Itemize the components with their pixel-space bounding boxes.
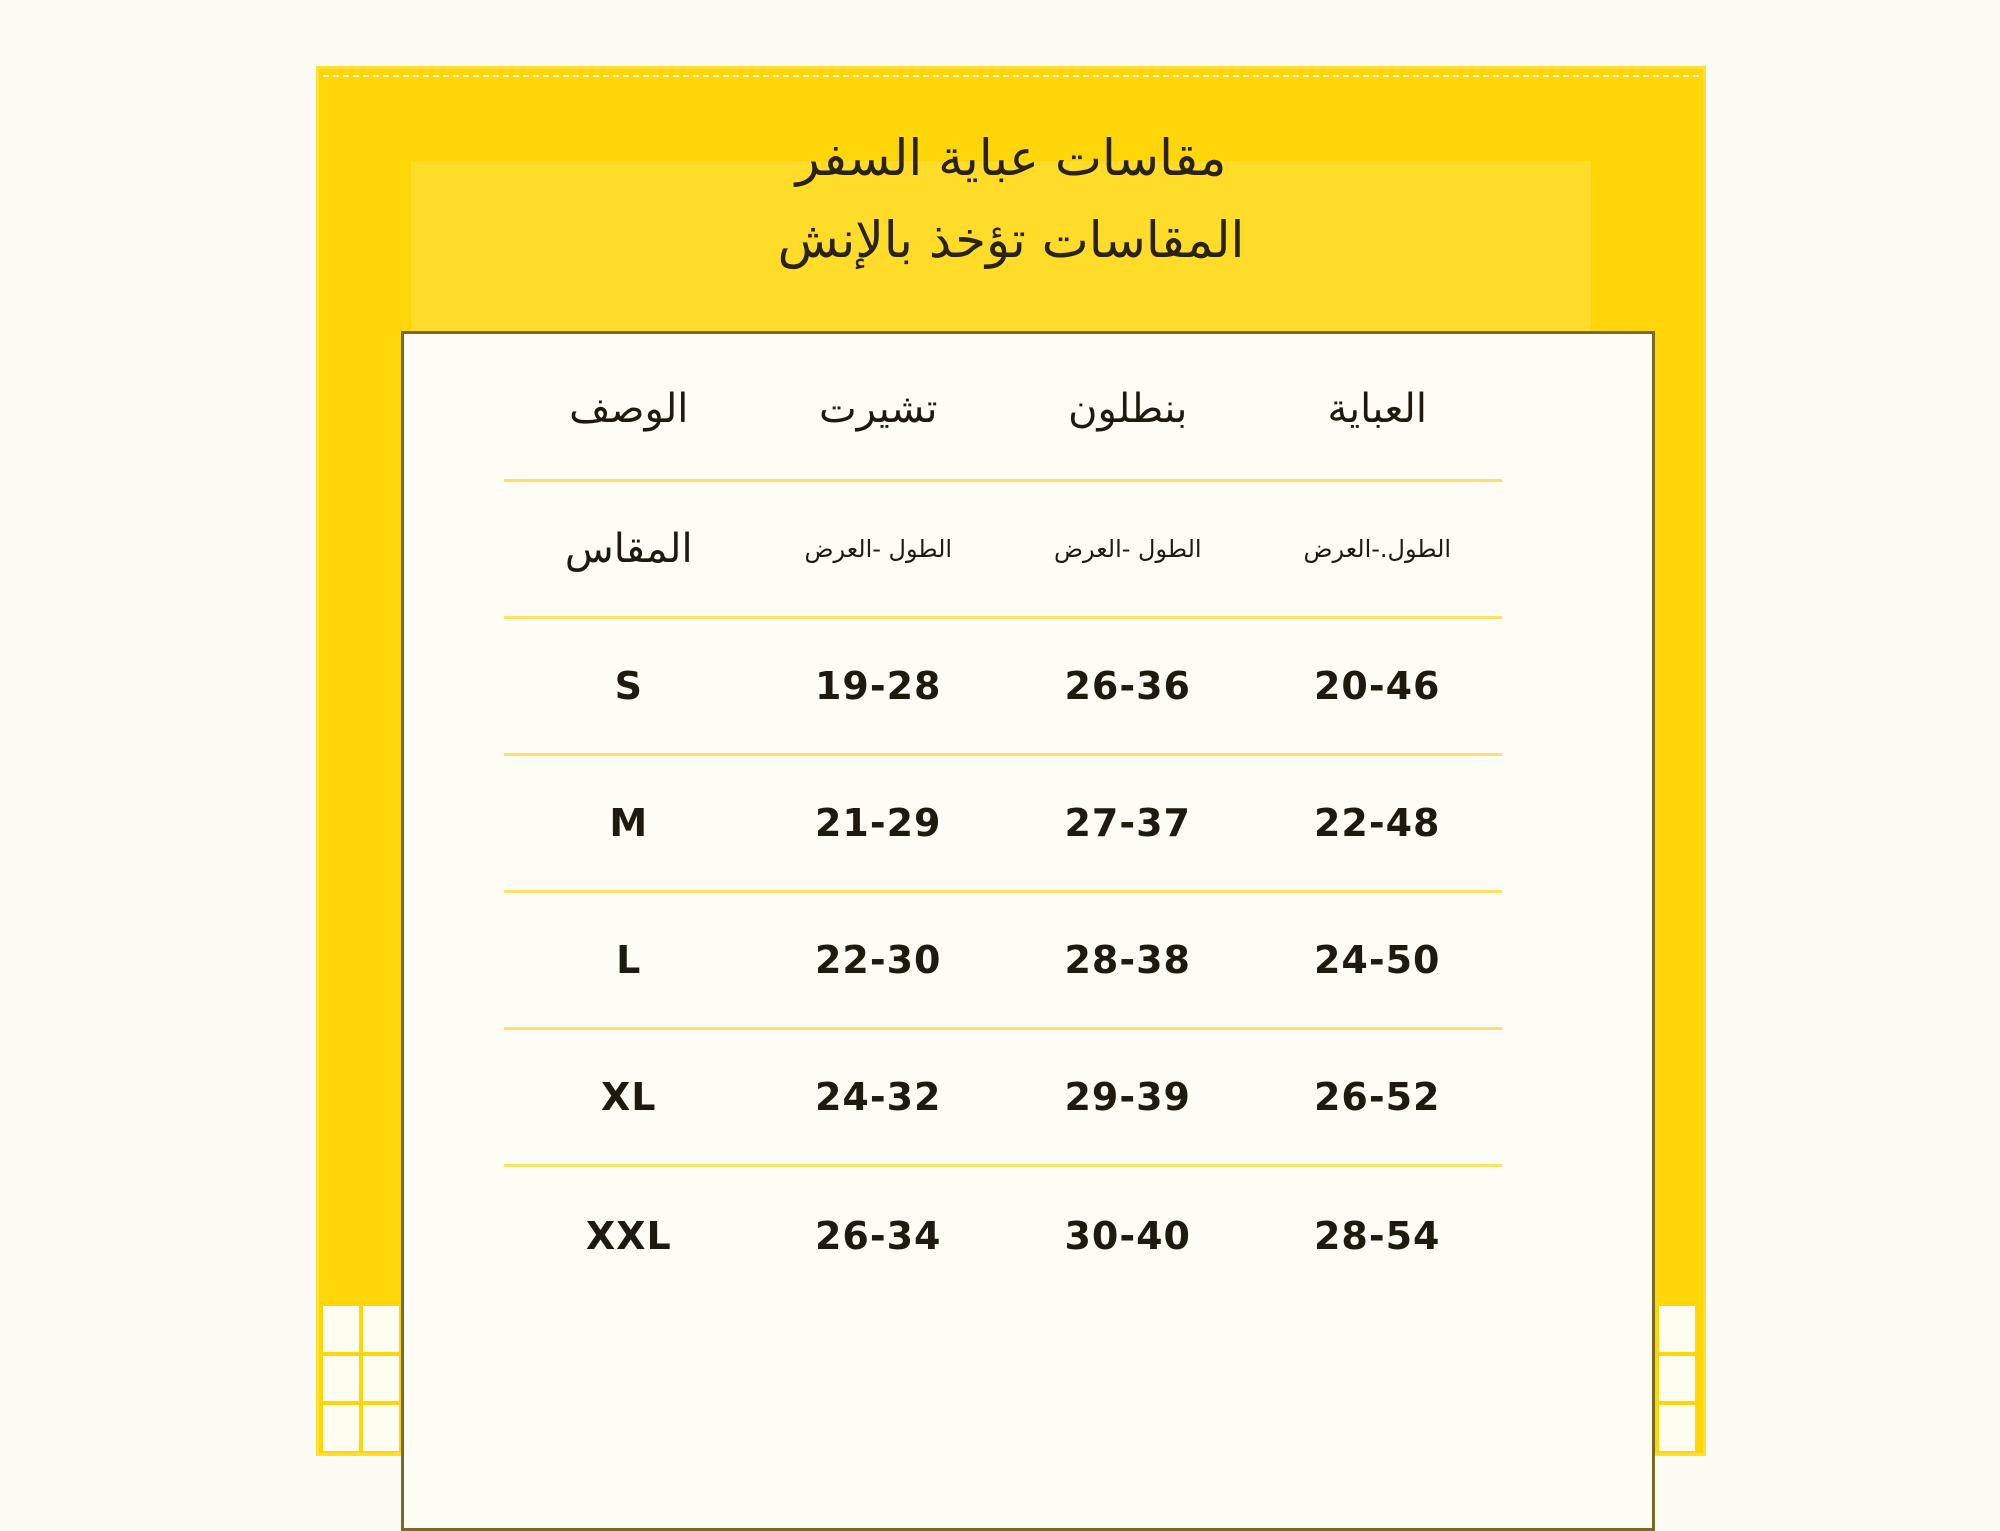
units-tshirt: الطول -العرض — [804, 535, 953, 563]
cell-size: M — [609, 801, 649, 845]
cell-tshirt: 24-32 — [814, 1075, 942, 1119]
cell-size: S — [614, 664, 643, 708]
table-header-row — [504, 334, 1502, 482]
table-row — [504, 1167, 1502, 1304]
cell-abaya: 26-52 — [1313, 1075, 1441, 1119]
cell-tshirt: 19-28 — [814, 664, 942, 708]
table-row — [504, 893, 1502, 1030]
header-description: الوصف — [569, 385, 689, 432]
table-row — [504, 756, 1502, 893]
cell-abaya: 24-50 — [1313, 938, 1441, 982]
cell-size: XXL — [585, 1213, 672, 1258]
cell-size: XL — [600, 1075, 657, 1119]
cell-tshirt: 21-29 — [814, 801, 942, 845]
cell-abaya: 22-48 — [1313, 801, 1441, 845]
header-tshirt: تشيرت — [818, 385, 938, 432]
cell-abaya: 20-46 — [1313, 664, 1441, 708]
page-subtitle: المقاسات تؤخذ بالإنش — [777, 211, 1245, 269]
cell-pants: 27-37 — [1064, 801, 1192, 845]
table-units-row — [504, 482, 1502, 619]
header-pants: بنطلون — [1068, 385, 1188, 432]
cell-abaya: 28-54 — [1313, 1213, 1441, 1258]
page-title: مقاسات عباية السفر — [795, 129, 1227, 187]
cell-pants: 28-38 — [1064, 938, 1192, 982]
cell-pants: 30-40 — [1064, 1213, 1192, 1258]
cell-tshirt: 22-30 — [814, 938, 942, 982]
table-row — [504, 619, 1502, 756]
frame-top-dashed-rule — [323, 75, 1699, 77]
size-table — [504, 334, 1502, 1304]
units-pants: الطول -العرض — [1053, 535, 1202, 563]
table-row — [504, 1030, 1502, 1167]
cell-size: L — [616, 938, 642, 982]
units-size-label: المقاس — [564, 526, 693, 572]
cell-pants: 29-39 — [1064, 1075, 1192, 1119]
cell-tshirt: 26-34 — [814, 1213, 942, 1258]
header-abaya: العباية — [1327, 385, 1427, 432]
size-chart-card — [401, 331, 1655, 1531]
units-abaya: الطول.-العرض — [1303, 535, 1452, 563]
cell-pants: 26-36 — [1064, 664, 1192, 708]
